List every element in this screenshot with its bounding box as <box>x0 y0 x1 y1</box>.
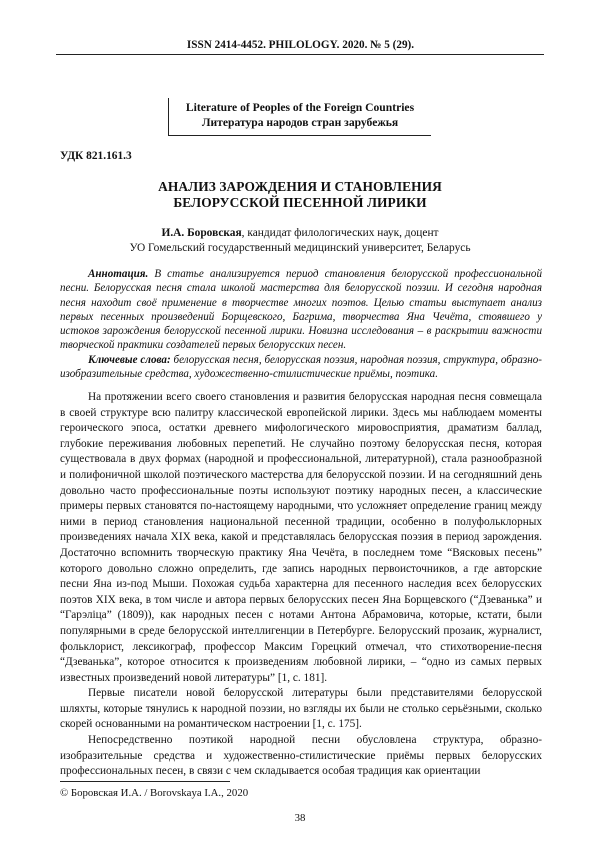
body-paragraph-2: Первые писатели новой белорусской литературы были представителями белорусской шляхты, которые тянулись к народной поэзии, но взгляды их были не столько серьёзными, сколько скорей основанными на романтическом настроении [1, с. 175]. <box>60 687 542 731</box>
footnote-rule <box>60 781 230 782</box>
author-block <box>60 226 540 255</box>
keywords-label: Ключевые слова: <box>88 353 171 366</box>
header-rule <box>56 54 544 55</box>
body-paragraph-1: На протяжении всего своего становления и развития белорусская народная песня совмещала в своей структуре всю палитру классической европейской лирики. Здесь мы наблюдаем моменты героического эпоса, остатки древнего мифологического мировосприятия, драматизм баллад, глубокие переживания любовных перепетий. Не случайно поэтому белорусская песня, которая существовала в двух формах (народной и профессиональной, литературной), стала разнообразной и полифоничной школой поэтического мастерства для белорусской поэзии. И на сегодняшний день довольно часто профессиональные поэты используют поэтику народных песен, а классические примеры первых становятся по-настоящему народными, что усложняет определение границ между ними в период становления национальной песенной традиции, особенно в полуфольклорных произведениях начала XIX века, какой и представлялась белорусская поэзия в период зарождения. Достаточно вспомнить творческую практику Яна Чечёта, в последнем томе “Вясковых песень” которого довольно сложно определить, где запись народных первоисточников, а где авторские песни Яна из-под Мыши. Похожая судьба характерна для песенного наследия всех белорусских поэтов XIX века, в том числе и автора первых белорусских песен Яна Борщевского (“Дзеванька” и “Гарэліца” (1809)), как народных песен с нотами Антона Абрамовича, которые, кстати, были популярными в среде белорусской интеллигенции в Петербурге. Белорусский прозаик, журналист, фольклорист, лексикограф, профессор Максим Горецкий отмечал, что стихотворение-песня “Дзеванька”, которое относится к произведениям любовной лирики, – “одно из самых первых известных произведений новой литературы” [1, с. 181]. <box>60 391 542 684</box>
udk-code: УДК 821.161.3 <box>60 150 132 162</box>
section-title-en: Literature of Peoples of the Foreign Countries <box>185 101 415 114</box>
journal-header: ISSN 2414-4452. PHILOLOGY. 2020. № 5 (29). <box>186 39 415 51</box>
abstract-text: В статье анализируется период становления белорусской профессиональной песни. Белорусская песня стала школой мастерства для белорусской поэзии. И сегодня народная песня находит своё применение в творчестве многих поэтов. Целью статьи выступает анализ первых песенных произведений Борщевского, Багрима, творчества Яна Чечёта, стоявшего у истоков зарождения белорусской песенной лирики. Новизна исследования – в раскрытии важности творческой практики создателей первых белорусских песен. <box>60 268 542 352</box>
abstract-paragraph <box>60 267 542 353</box>
page-number: 38 <box>294 812 306 824</box>
body-paragraph-3: Непосредственно поэтикой народной песни обусловлена структура, образно-изобразительные средства и художественно-стилистические приёмы первых белорусских профессиональных песен, в связи с чем складывается особая традиция как ориентации <box>60 734 542 778</box>
author-degree: , кандидат филологических наук, доцент <box>241 227 439 239</box>
article-title-line1: АНАЛИЗ ЗАРОЖДЕНИЯ И СТАНОВЛЕНИЯ <box>158 179 442 194</box>
keywords-paragraph <box>60 353 542 382</box>
keywords-text: белорусская песня, белорусская поэзия, народная поэзия, структура, образно-изобразительные средства, художественно-стилистические приёмы, поэтика. <box>60 353 542 381</box>
section-title-ru: Литература народов стран зарубежья <box>201 115 399 129</box>
author-name: И.А. Боровская <box>161 227 242 239</box>
abstract <box>60 267 542 381</box>
section-heading <box>168 98 431 136</box>
article-title <box>90 179 510 211</box>
article-body <box>60 390 542 780</box>
abstract-label: Аннотация. <box>88 268 149 280</box>
author-affiliation: УО Гомельский государственный медицинский университет, Беларусь <box>129 241 471 254</box>
article-title-line2: БЕЛОРУССКОЙ ПЕСЕННОЙ ЛИРИКИ <box>173 195 427 210</box>
author-line <box>60 226 540 241</box>
copyright-footnote: © Боровская И.А. / Borovskaya I.A., 2020 <box>60 787 249 799</box>
